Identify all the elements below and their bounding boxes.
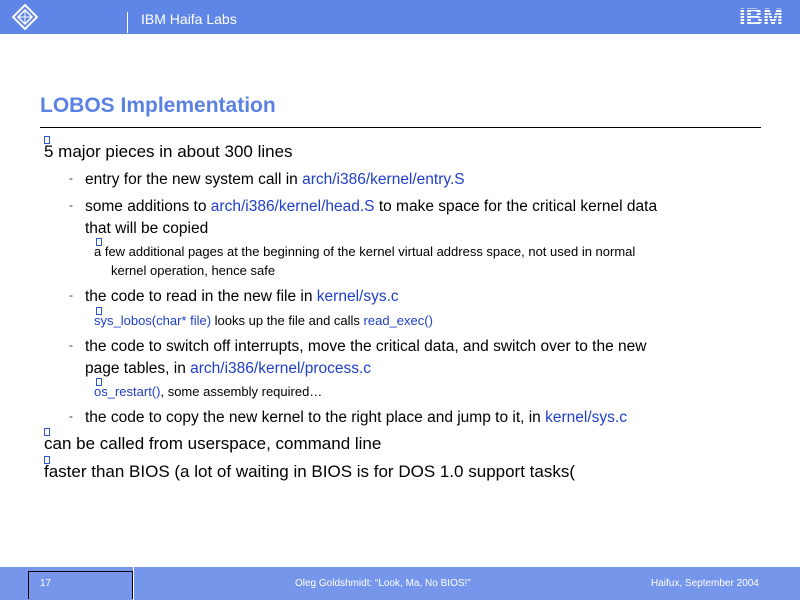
bullet-text: the code to copy the new kernel to the right place and jump to it, in	[85, 409, 546, 426]
file-path-link[interactable]: arch/i386/kernel/head.S	[210, 198, 375, 215]
bullet-text: the code to switch off interrupts, move the critical data, and switch over to the new	[85, 338, 647, 355]
bullet-text: a few additional pages at the beginning of the kernel virtual address space, not used in normal	[94, 244, 636, 259]
ibm-research-logo-icon	[12, 4, 38, 30]
page-number: 17	[40, 578, 52, 589]
bullet-level2	[69, 198, 658, 216]
header-separator	[127, 12, 128, 33]
bullet-level2	[69, 288, 399, 306]
bullet-text: 5 major pieces in about 300 lines	[44, 142, 293, 161]
bullet-level3	[94, 244, 635, 259]
bullet-text: the code to read in the new file in	[85, 288, 317, 305]
bullet-box-icon	[44, 456, 50, 464]
file-path-link[interactable]: arch/i386/kernel/process.c	[190, 360, 372, 377]
footer-separator	[133, 567, 134, 600]
bullet-continuation: that will be copied	[85, 220, 209, 237]
org-name: IBM Haifa Labs	[141, 11, 237, 27]
function-link[interactable]: sys_lobos(char* file)	[94, 313, 212, 328]
bullet-box-icon	[96, 238, 102, 246]
function-link[interactable]: read_exec()	[363, 313, 433, 328]
function-link[interactable]: os_restart()	[94, 384, 161, 399]
slide-title: LOBOS Implementation	[40, 94, 276, 117]
bullet-box-icon	[44, 136, 50, 144]
bullet-continuation: kernel operation, hence safe	[111, 263, 276, 278]
bullet-box-icon	[96, 307, 102, 315]
header-bar	[0, 0, 800, 34]
file-path-link[interactable]: kernel/sys.c	[316, 288, 399, 305]
ibm-logo-icon	[739, 4, 793, 28]
bullet-text: page tables, in	[85, 360, 191, 377]
bullet-continuation	[85, 360, 371, 378]
dash-bullet-icon: -	[69, 409, 73, 423]
bullet-level1	[44, 142, 293, 162]
dash-bullet-icon: -	[69, 338, 73, 352]
bullet-level3	[94, 384, 322, 399]
bullet-box-icon	[96, 378, 102, 386]
title-underline	[40, 127, 761, 128]
bullet-text: can be called from userspace, command line	[44, 434, 382, 453]
bullet-text: faster than BIOS (a lot of waiting in BIOS is for DOS 1.0 support tasks(	[44, 462, 576, 481]
bullet-text: , some assembly required…	[160, 384, 323, 399]
dash-bullet-icon: -	[69, 288, 73, 302]
bullet-level2	[69, 171, 465, 189]
bullet-level1	[44, 462, 575, 482]
dash-bullet-icon: -	[69, 171, 73, 185]
bullet-text: to make space for the critical kernel data	[374, 198, 658, 215]
bullet-text: some additions to	[85, 198, 211, 215]
footer-bar	[0, 567, 800, 600]
footer-event-date: Haifux, September 2004	[651, 578, 759, 589]
file-path-link[interactable]: arch/i386/kernel/entry.S	[302, 171, 465, 188]
bullet-level2	[69, 409, 627, 427]
bullet-level1	[44, 434, 381, 454]
dash-bullet-icon: -	[69, 198, 73, 212]
bullet-level2	[69, 338, 647, 356]
footer-presentation-title: Oleg Goldshmidt: “Look, Ma, No BIOS!”	[295, 578, 471, 589]
file-path-link[interactable]: kernel/sys.c	[545, 409, 627, 426]
bullet-text: entry for the new system call in	[85, 171, 303, 188]
bullet-text: looks up the file and calls	[211, 313, 364, 328]
bullet-box-icon	[44, 428, 50, 436]
bullet-level3	[94, 313, 433, 328]
